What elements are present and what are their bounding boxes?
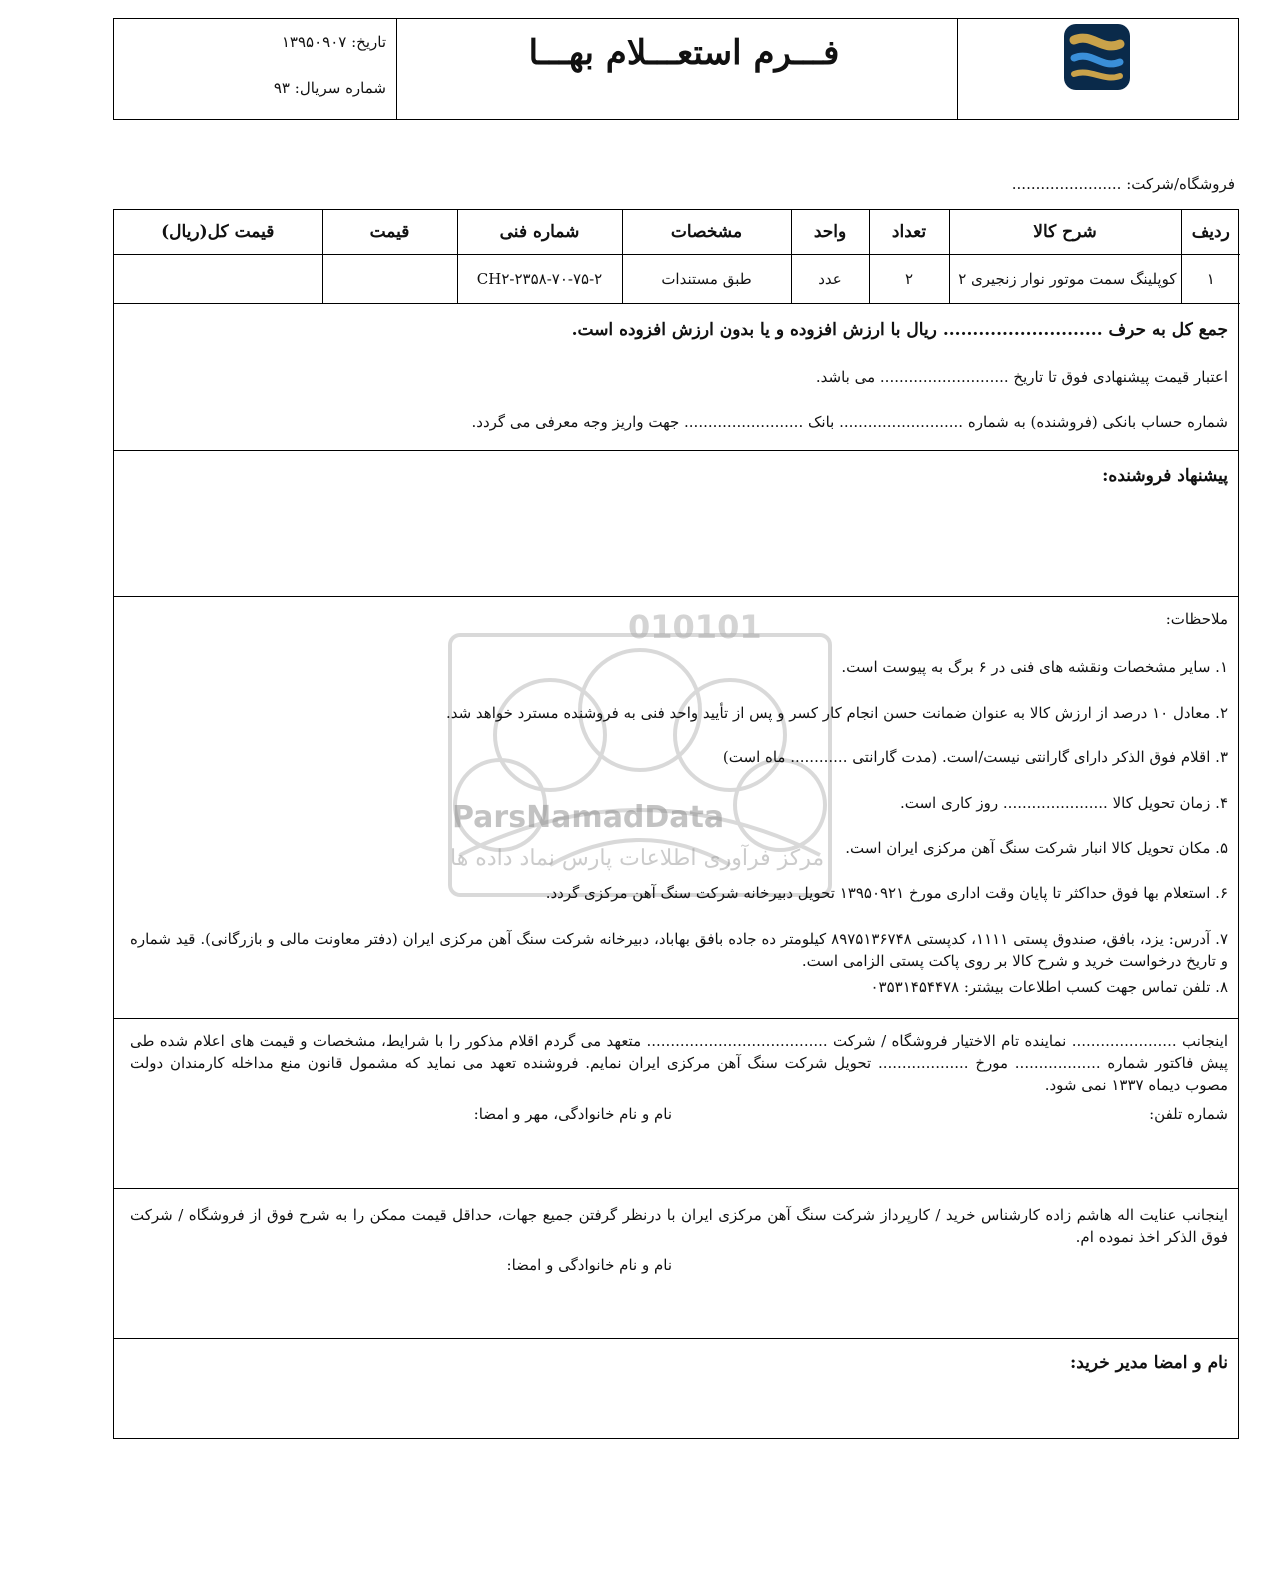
note-item: ۱. سایر مشخصات ونقشه های فنی در ۶ برگ به پیوست است. [841, 658, 1228, 676]
serial-label: شماره سریال: ۹۳ [273, 79, 386, 97]
cell-quantity: ۲ [869, 255, 949, 304]
col-header-row-number: ردیف [1181, 210, 1240, 255]
col-header-part-number: شماره فنی [457, 210, 622, 255]
buyer-statement: اینجانب عنایت اله هاشم زاده کارشناس خرید / کارپرداز شرکت سنگ آهن مرکزی ایران با درنظر گرفتن جمیع جهات، حداقل قیمت ممکن را به شرح فوق از فروشگاه / شرکت فوق الذکر اخذ نموده ام. [130, 1206, 1228, 1246]
cell-description: کوپلینگ سمت موتور نوار زنجیری ۲ [949, 255, 1181, 304]
note-item: ۴. زمان تحویل کالا ...................... روز کاری است. [899, 794, 1228, 812]
note-item: ۲. معادل ۱۰ درصد از ارزش کالا به عنوان ضمانت حسن انجام کار کسر و پس از تأیید واحد فنی به فروشنده مسترد خواهد شد. [445, 704, 1228, 722]
note-item: ۷. آدرس: یزد، بافق، صندوق پستی ۱۱۱۱، کدپستی ۸۹۷۵۱۳۶۷۴۸ کیلومتر ده جاده بافق بهاباد، دبیرخانه شرکت سنگ آهن مرکزی ایران (دفتر معاونت مالی و بازرگانی). قید شماره و تاریخ درخواست خرید و شرح کالا بر روی پاکت پستی الزامی است. [130, 930, 1228, 970]
watermark-brand: ParsNamadData [452, 800, 725, 835]
date-label: تاریخ: ۱۳۹۵۰۹۰۷ [281, 33, 386, 51]
price-validity[interactable]: اعتبار قیمت پیشنهادی فوق تا تاریخ ........................... می باشد. [815, 368, 1228, 386]
company-logo [1062, 22, 1132, 92]
watermark-subtitle: مرکز فرآوری اطلاعات پارس نماد داده ها [450, 846, 825, 871]
col-header-price: قیمت [322, 210, 457, 255]
phone-label[interactable]: شماره تلفن: [1149, 1105, 1228, 1123]
cell-unit: عدد [791, 255, 869, 304]
note-item: ۶. استعلام بها فوق حداکثر تا پایان وقت اداری مورخ ۱۳۹۵۰۹۲۱ تحویل دبیرخانه شرکت سنگ آهن مرکزی گردد. [545, 884, 1228, 902]
table-row [114, 255, 1240, 304]
note-item: ۵. مکان تحویل کالا انبار شرکت سنگ آهن مرکزی ایران است. [845, 839, 1228, 857]
shop-company-line[interactable]: فروشگاه/شرکت: ....................... [1011, 175, 1235, 193]
divider [114, 596, 1238, 597]
table-header-row [114, 210, 1240, 255]
col-header-quantity: تعداد [869, 210, 949, 255]
notes-label: ملاحظات: [1165, 610, 1228, 628]
col-header-description: شرح کالا [949, 210, 1181, 255]
watermark-digits: 010101 [628, 608, 762, 646]
col-header-unit: واحد [791, 210, 869, 255]
buyer-signature-label[interactable]: نام و نام خانوادگی و امضا: [506, 1256, 672, 1274]
divider [114, 450, 1238, 451]
total-in-words[interactable]: جمع کل به حرف ........................... ریال با ارزش افزوده و یا بدون ارزش افزوده است. [571, 320, 1228, 340]
cell-total-price[interactable] [114, 255, 322, 304]
header-divider-left [396, 19, 397, 119]
col-header-specs: مشخصات [622, 210, 791, 255]
cell-row-number: ۱ [1181, 255, 1240, 304]
seller-signature-label[interactable]: نام و نام خانوادگی، مهر و امضا: [473, 1105, 672, 1123]
note-item: ۳. اقلام فوق الذکر دارای گارانتی نیست/است. (مدت گارانتی ............ ماه است) [722, 748, 1228, 766]
cell-specs: طبق مستندات [622, 255, 791, 304]
seller-commitment: اینجانب ...................... نماینده تام الاختیار فروشگاه / شرکت ...................................... متعهد می گردم اقلام مذکور را با شرایط، مشخصات و قیمت های اعلام شده طی پیش فاکتور شماره .................. مورخ ................... تحویل شرکت سنگ آهن مرکزی ایران نمایم. فروشنده تعهد می نماید که مشمول قانون منع مداخله کارمندان دولت مصوب دیماه ۱۳۳۷ نمی شود. [130, 1032, 1228, 1094]
cell-price[interactable] [322, 255, 457, 304]
form-title: فـــرم استعـــلام بهـــا [528, 33, 840, 73]
items-table [114, 210, 1240, 304]
col-header-total-price: قیمت کل(ریال) [114, 210, 322, 255]
bank-account[interactable]: شماره حساب بانکی (فروشنده) به شماره .......................... بانک ......................... جهت واریز وجه معرفی می گردد. [471, 413, 1228, 431]
seller-offer-label: پیشنهاد فروشنده: [1102, 466, 1228, 486]
main-form [113, 209, 1239, 1439]
divider [114, 1188, 1238, 1189]
cell-part-number: CH۲-۲۳۵۸-۷۰-۷۵-۲ [457, 255, 622, 304]
purchase-manager-label[interactable]: نام و امضا مدیر خرید: [1069, 1353, 1228, 1373]
note-item: ۸. تلفن تماس جهت کسب اطلاعات بیشتر: ۰۳۵۳۱۴۵۴۴۷۸ [870, 978, 1228, 996]
divider [114, 1338, 1238, 1339]
divider [114, 1018, 1238, 1019]
